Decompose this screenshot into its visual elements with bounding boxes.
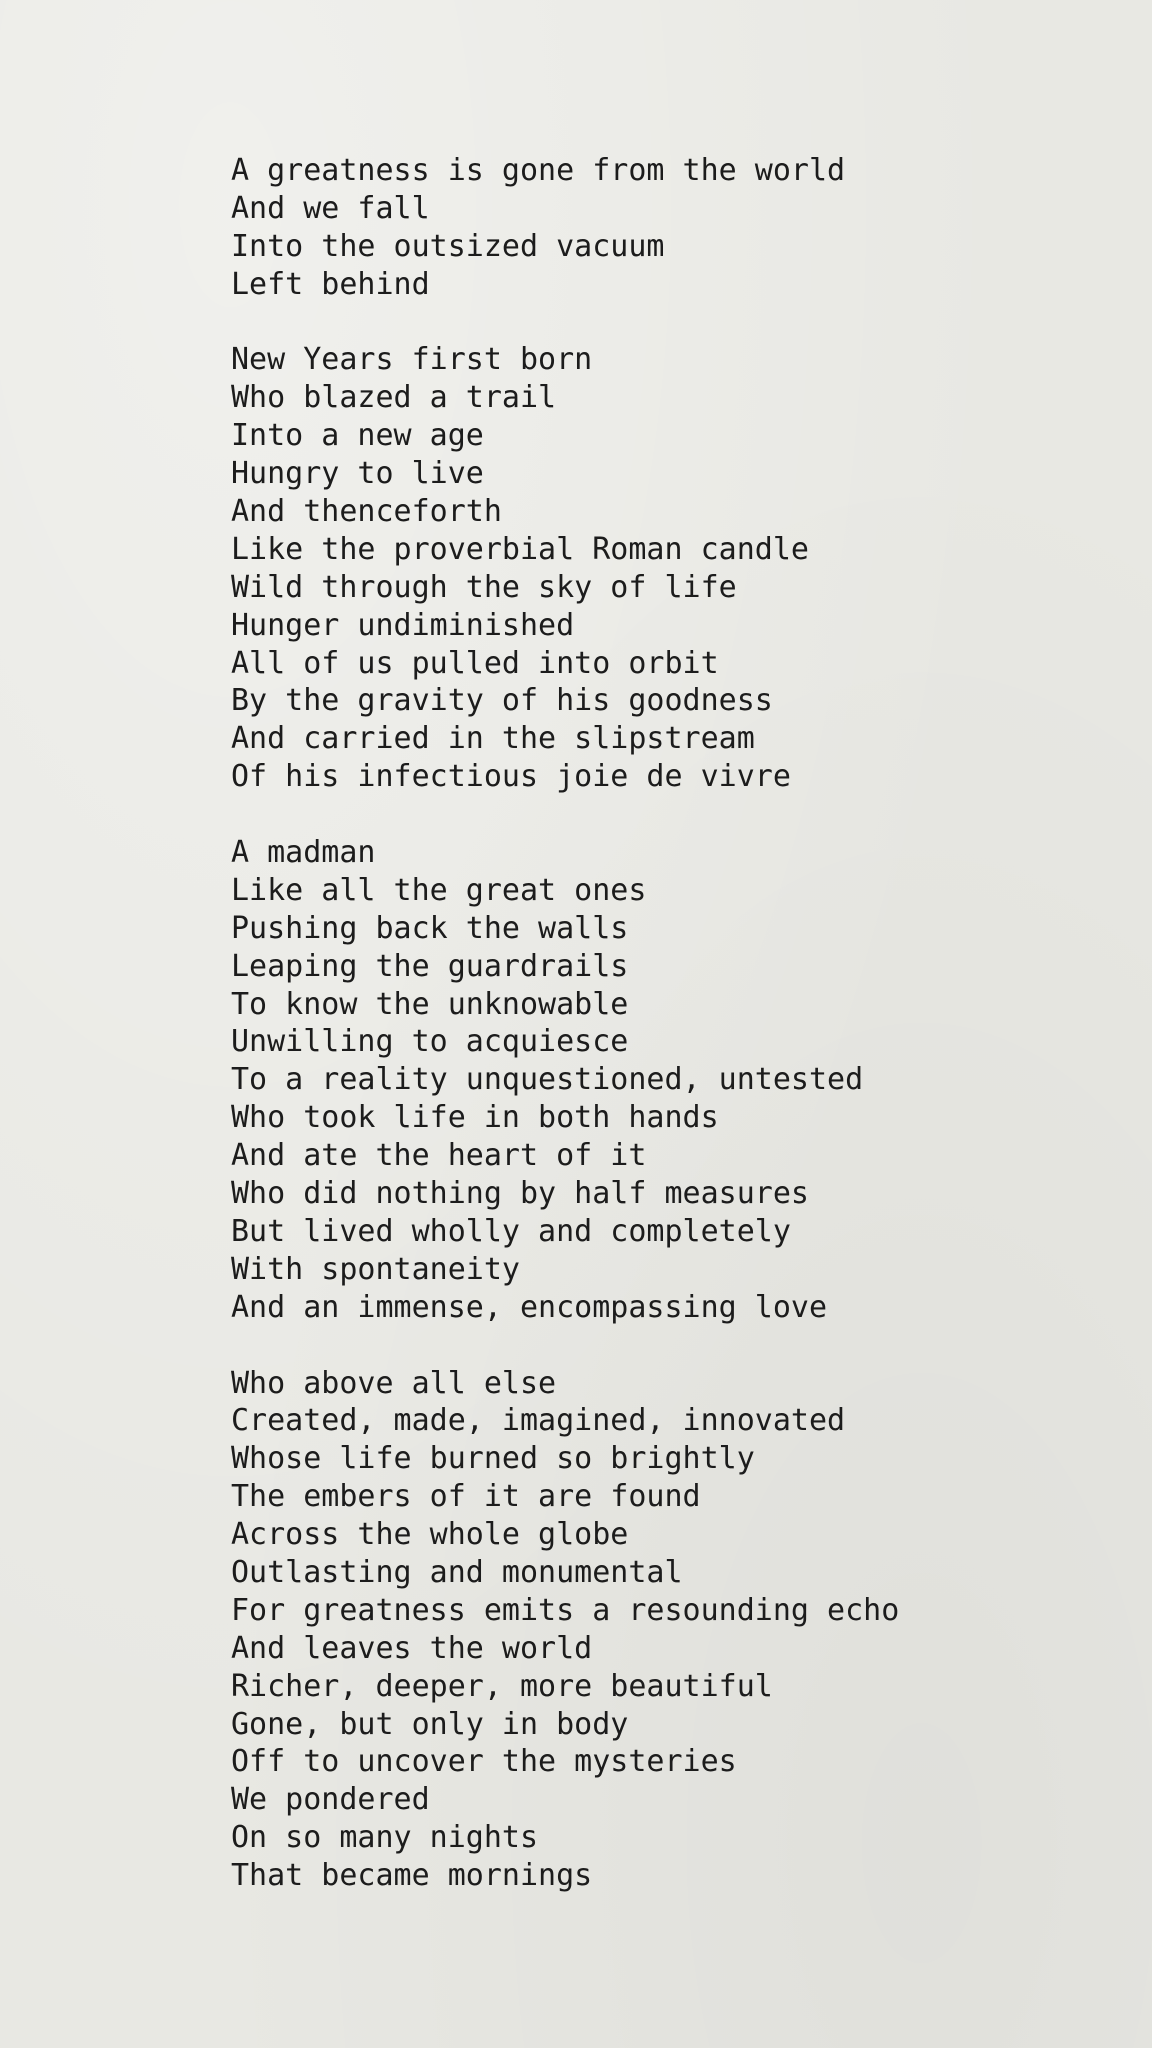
stanza-1 xyxy=(231,152,1111,304)
poem-line: And thenceforth xyxy=(231,494,502,530)
poem-line: And we fall xyxy=(231,190,430,226)
poem-line: Unwilling to acquiesce xyxy=(231,1024,629,1060)
poem-line: Richer, deeper, more beautiful xyxy=(231,1668,773,1704)
stanza-4 xyxy=(231,1365,1111,1895)
poem-line: By the gravity of his goodness xyxy=(231,683,773,719)
poem-line: To know the unknowable xyxy=(231,986,629,1022)
poem-line: And carried in the slipstream xyxy=(231,721,755,757)
poem-line: And ate the heart of it xyxy=(231,1138,647,1174)
poem-line: But lived wholly and completely xyxy=(231,1213,791,1249)
poem-line: Off to uncover the mysteries xyxy=(231,1744,737,1780)
poem-line: New Years first born xyxy=(231,342,593,378)
poem-line: On so many nights xyxy=(231,1820,539,1856)
poem-line: Of his infectious joie de vivre xyxy=(231,759,791,795)
poem-line: Left behind xyxy=(231,266,430,302)
poem-line: Across the whole globe xyxy=(231,1517,629,1553)
poem-line: Hungry to live xyxy=(231,456,484,492)
poem-line: All of us pulled into orbit xyxy=(231,645,719,681)
poem-line: Leaping the guardrails xyxy=(231,948,629,984)
poem-line: We pondered xyxy=(231,1782,430,1818)
poem-line: To a reality unquestioned, untested xyxy=(231,1062,864,1098)
poem-line: And leaves the world xyxy=(231,1630,593,1666)
poem-line: Pushing back the walls xyxy=(231,910,629,946)
poem-line: Who took life in both hands xyxy=(231,1100,719,1136)
poem-line: Like all the great ones xyxy=(231,872,647,908)
stanza-3 xyxy=(231,834,1111,1327)
poem-text xyxy=(231,152,1111,1895)
poem-line: Into the outsized vacuum xyxy=(231,228,665,264)
poem-line: For greatness emits a resounding echo xyxy=(231,1592,900,1628)
poem-line: The embers of it are found xyxy=(231,1479,701,1515)
poem-line: Gone, but only in body xyxy=(231,1706,629,1742)
poem-line: Who did nothing by half measures xyxy=(231,1176,809,1212)
poem-line: Like the proverbial Roman candle xyxy=(231,531,809,567)
stanza-2 xyxy=(231,341,1111,796)
poem-line: Whose life burned so brightly xyxy=(231,1441,755,1477)
poem-line: Created, made, imagined, innovated xyxy=(231,1403,846,1439)
poem-line: A greatness is gone from the world xyxy=(231,153,846,188)
poem-line: A madman xyxy=(231,835,376,871)
poem-line: Wild through the sky of life xyxy=(231,569,737,605)
poem-line: Hunger undiminished xyxy=(231,607,575,643)
poem-line: And an immense, encompassing love xyxy=(231,1289,828,1325)
poem-line: Who above all else xyxy=(231,1365,557,1401)
poem-line: Outlasting and monumental xyxy=(231,1554,683,1590)
poem-line: Into a new age xyxy=(231,418,484,454)
poem-line: Who blazed a trail xyxy=(231,380,557,416)
poem-line: With spontaneity xyxy=(231,1251,520,1287)
poem-line: That became mornings xyxy=(231,1858,593,1894)
